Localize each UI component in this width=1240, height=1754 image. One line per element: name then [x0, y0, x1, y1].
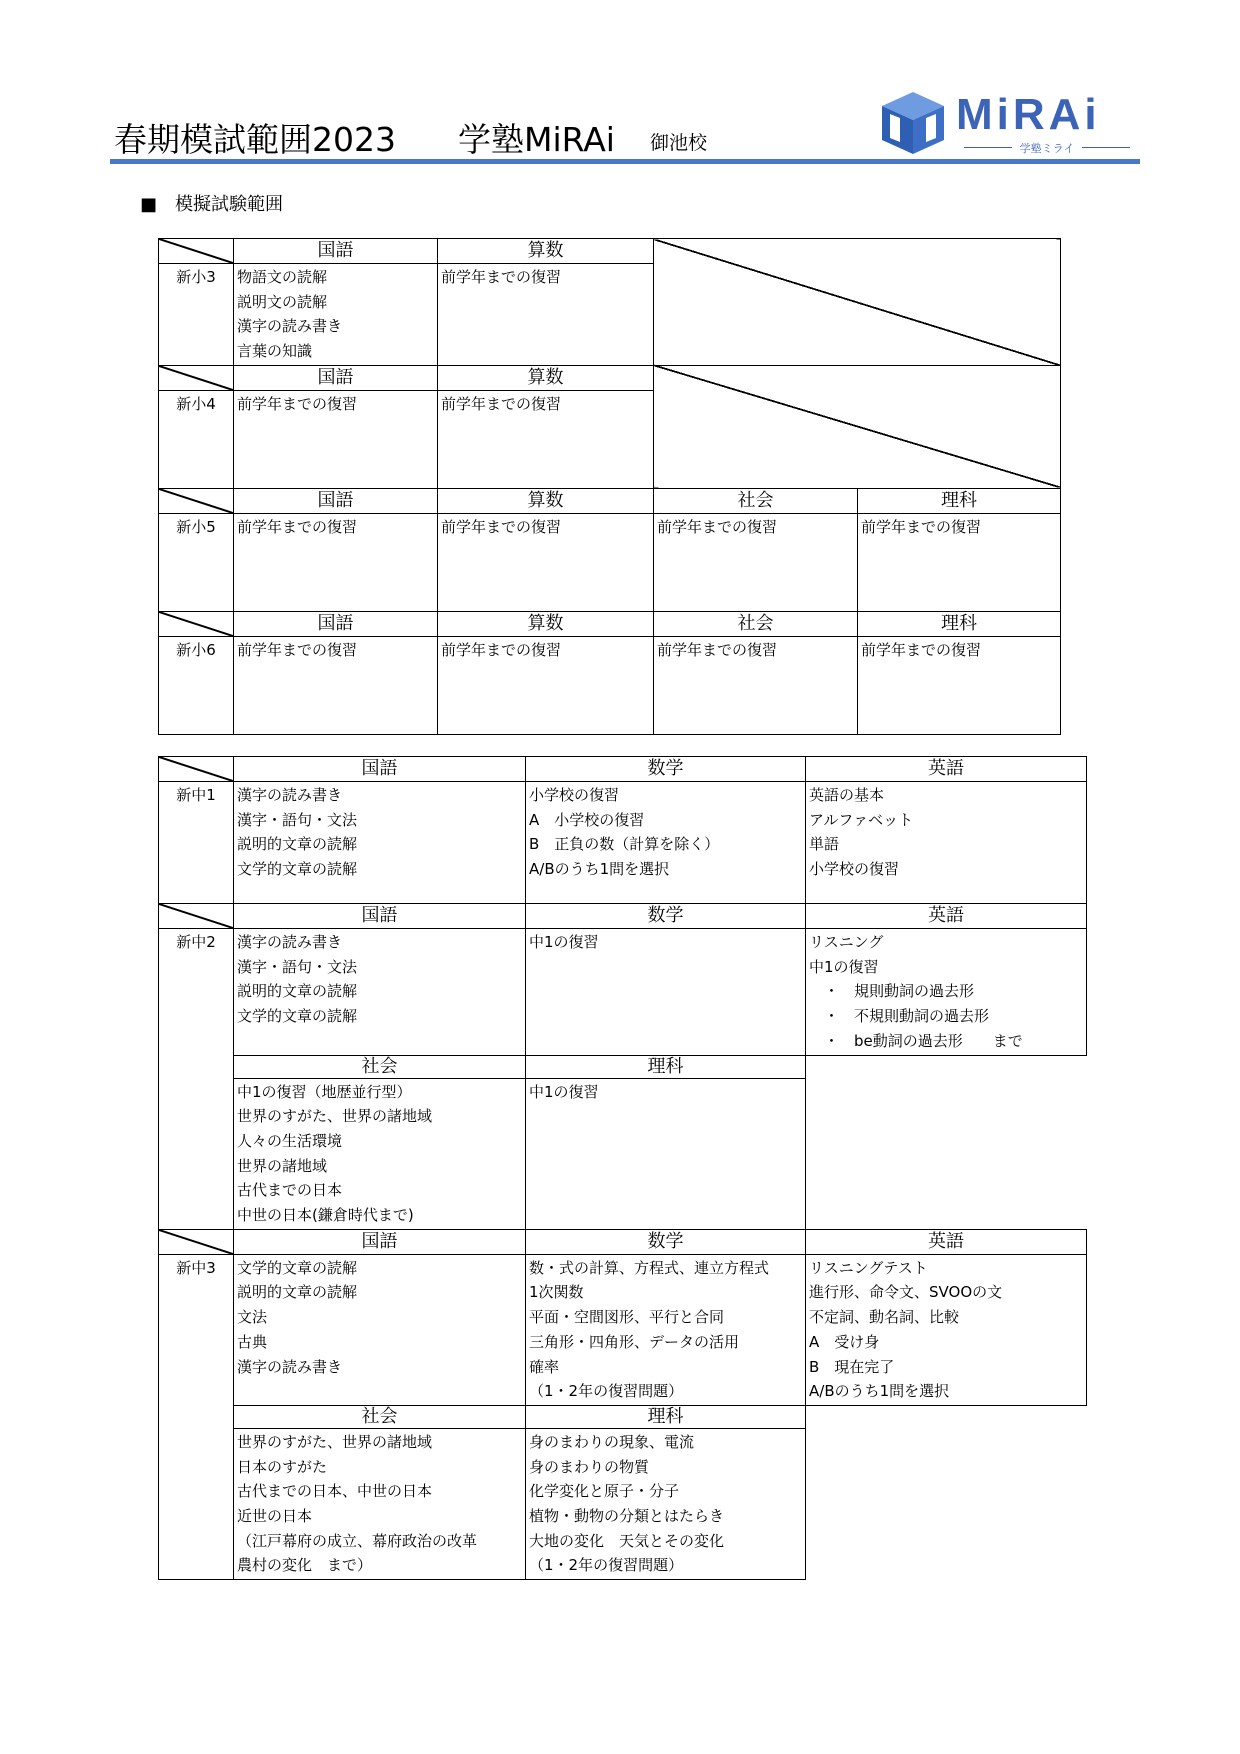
subject-header: 国語	[234, 239, 438, 264]
range-item: 単語	[809, 835, 840, 854]
grade-label: 新中2	[159, 929, 234, 1230]
range-item: 説明的文章の読解	[237, 1283, 358, 1302]
junior-range-table	[158, 756, 1087, 1580]
range-cell	[806, 782, 1087, 904]
range-item: 世界のすがた、世界の諸地域	[237, 1432, 433, 1451]
range-item: B 正負の数（計算を除く）	[529, 835, 720, 854]
range-item: 説明文の読解	[237, 292, 328, 311]
range-item: 中1の復習（地歴並行型）	[237, 1082, 412, 1101]
range-cell	[234, 1078, 526, 1229]
page-title: 春期模試範囲2023	[114, 120, 396, 159]
range-item: 前学年までの復習	[237, 394, 358, 413]
range-item: 言葉の知識	[237, 342, 313, 361]
grade-label: 新小3	[159, 264, 234, 366]
range-item: 世界の諸地域	[237, 1156, 328, 1175]
range-item: 文学的文章の読解	[237, 860, 358, 879]
range-item: 近世の日本	[237, 1507, 313, 1526]
range-cell	[438, 513, 654, 611]
corner-slash	[159, 757, 234, 782]
range-item: （1・2年の復習問題）	[529, 1382, 684, 1401]
range-cell	[438, 264, 654, 366]
range-cell	[234, 1254, 526, 1405]
mirai-logo	[880, 88, 1130, 160]
range-item: 漢字・語句・文法	[237, 810, 358, 829]
range-item: ・ 規則動詞の過去形	[809, 982, 975, 1001]
range-item: 英語の基本	[809, 786, 885, 804]
range-item: 中世の日本(鎌倉時代まで)	[237, 1206, 414, 1225]
range-cell	[526, 1254, 806, 1405]
grade-label: 新小4	[159, 390, 234, 488]
grade-label: 新中3	[159, 1254, 234, 1579]
range-item: アルファベット	[809, 810, 914, 829]
range-item: 前学年までの復習	[441, 517, 562, 536]
range-cell	[526, 929, 806, 1056]
range-cell	[526, 1428, 806, 1579]
range-item: リスニングテスト	[809, 1258, 928, 1277]
range-item: B 現在完了	[809, 1357, 895, 1376]
range-item: 前学年までの復習	[657, 640, 778, 659]
range-item: 説明的文章の読解	[237, 835, 358, 854]
logo-subtitle: 学塾ミライ	[962, 140, 1132, 156]
range-item: 中1の復習	[809, 957, 879, 976]
range-cell	[234, 264, 438, 366]
range-item: 平面・空間図形、平行と合同	[529, 1308, 725, 1327]
range-item: 前学年までの復習	[441, 640, 562, 659]
range-item: 説明的文章の読解	[237, 982, 358, 1001]
range-item: 確率	[529, 1357, 560, 1376]
range-cell	[806, 1254, 1087, 1405]
corner-slash	[159, 365, 234, 390]
range-item: 1次関数	[529, 1283, 584, 1302]
range-cell	[234, 929, 526, 1056]
range-item: 不定詞、動名詞、比較	[809, 1308, 960, 1327]
range-cell	[234, 636, 438, 734]
range-item: リスニング	[809, 933, 884, 951]
subject-header: 国語	[234, 1229, 526, 1254]
range-item: 前学年までの復習	[441, 394, 562, 413]
corner-slash	[159, 904, 234, 929]
range-item: A/Bのうち1問を選択	[809, 1382, 950, 1401]
school-name: 学塾MiRAi	[458, 120, 615, 159]
corner-slash	[159, 1229, 234, 1254]
range-item: 大地の変化 天気とその変化	[529, 1531, 725, 1550]
range-item: ・ 不規則動詞の過去形	[809, 1007, 990, 1026]
range-item: 小学校の復習	[809, 860, 900, 879]
range-item: 化学変化と原子・分子	[529, 1482, 680, 1501]
subject-header: 英語	[806, 757, 1087, 782]
range-cell	[234, 782, 526, 904]
range-item: 身のまわりの現象、電流	[529, 1432, 695, 1451]
range-item: 前学年までの復習	[237, 517, 358, 536]
range-item: 古代までの日本	[237, 1181, 343, 1200]
subject-header: 英語	[806, 1229, 1087, 1254]
range-item: 人々の生活環境	[237, 1131, 343, 1150]
range-item: 前学年までの復習	[861, 517, 982, 536]
range-cell	[526, 1078, 806, 1229]
range-item: 前学年までの復習	[441, 268, 562, 286]
range-item: A/Bのうち1問を選択	[529, 860, 670, 879]
subject-header: 数学	[526, 757, 806, 782]
range-cell	[858, 513, 1061, 611]
subject-header: 数学	[526, 1229, 806, 1254]
range-item: 漢字の読み書き	[237, 317, 343, 336]
subject-header: 国語	[234, 365, 438, 390]
range-item: 中1の復習	[529, 1082, 599, 1101]
range-item: 植物・動物の分類とはたらき	[529, 1507, 725, 1526]
subject-header: 社会	[234, 1055, 526, 1078]
range-item: 小学校の復習	[529, 786, 620, 804]
range-item: （1・2年の復習問題）	[529, 1556, 684, 1575]
range-item: 数・式の計算、方程式、連立方程式	[529, 1258, 770, 1277]
range-cell	[526, 782, 806, 904]
subject-header: 社会	[654, 488, 858, 513]
subject-header: 理科	[858, 488, 1061, 513]
grade-label: 新中1	[159, 782, 234, 904]
range-cell	[858, 636, 1061, 734]
cube-logo-icon	[880, 90, 946, 156]
range-item: 漢字・語句・文法	[237, 957, 358, 976]
range-cell	[438, 390, 654, 488]
range-item: 漢字の読み書き	[237, 1357, 343, 1376]
corner-slash	[159, 488, 234, 513]
range-item: 農村の変化 まで）	[237, 1556, 373, 1575]
subject-header: 理科	[526, 1055, 806, 1078]
range-item: 古代までの日本、中世の日本	[237, 1482, 433, 1501]
section-label: ■ 模擬試験範囲	[140, 194, 284, 215]
corner-slash	[159, 611, 234, 636]
logo-wordmark: MiRAi	[956, 90, 1101, 139]
subject-header: 理科	[526, 1405, 806, 1428]
elementary-range-table	[158, 238, 1061, 735]
range-cell	[234, 513, 438, 611]
range-item: 前学年までの復習	[861, 640, 982, 659]
range-item: 前学年までの復習	[237, 640, 358, 659]
range-item: 文学的文章の読解	[237, 1007, 358, 1026]
branch-name: 御池校	[650, 132, 708, 154]
grade-label: 新小5	[159, 513, 234, 611]
subject-header: 国語	[234, 757, 526, 782]
subject-header: 算数	[438, 611, 654, 636]
range-item: 三角形・四角形、データの活用	[529, 1332, 740, 1351]
range-item: A 受け身	[809, 1332, 880, 1351]
subject-header: 国語	[234, 488, 438, 513]
empty-cell	[654, 365, 1061, 488]
range-item: 文法	[237, 1308, 268, 1327]
range-cell	[234, 1428, 526, 1579]
blank-area	[806, 1055, 1087, 1229]
range-item: 古典	[237, 1332, 268, 1351]
range-item: 日本のすがた	[237, 1457, 328, 1476]
range-item: 前学年までの復習	[657, 517, 778, 536]
range-item: 漢字の読み書き	[237, 786, 343, 804]
range-cell	[654, 636, 858, 734]
range-item: 文学的文章の読解	[237, 1258, 358, 1277]
subject-header: 国語	[234, 904, 526, 929]
subject-header: 社会	[654, 611, 858, 636]
range-item: 漢字の読み書き	[237, 933, 343, 951]
subject-header: 算数	[438, 239, 654, 264]
grade-label: 新小6	[159, 636, 234, 734]
range-cell	[438, 636, 654, 734]
subject-header: 国語	[234, 611, 438, 636]
subject-header: 算数	[438, 488, 654, 513]
range-cell	[234, 390, 438, 488]
range-item: （江戸幕府の成立、幕府政治の改革	[237, 1531, 478, 1550]
range-item: 身のまわりの物質	[529, 1457, 650, 1476]
subject-header: 理科	[858, 611, 1061, 636]
subject-header: 算数	[438, 365, 654, 390]
subject-header: 社会	[234, 1405, 526, 1428]
range-item: 中1の復習	[529, 933, 599, 951]
blank-area	[806, 1405, 1087, 1579]
range-item: 物語文の読解	[237, 268, 328, 286]
subject-header: 英語	[806, 904, 1087, 929]
range-cell	[654, 513, 858, 611]
corner-slash	[159, 239, 234, 264]
range-item: 進行形、命令文、SVOOの文	[809, 1283, 1003, 1302]
range-item: A 小学校の復習	[529, 810, 645, 829]
range-item: 世界のすがた、世界の諸地域	[237, 1107, 433, 1126]
subject-header: 数学	[526, 904, 806, 929]
empty-cell	[654, 239, 1061, 366]
range-item: ・ be動詞の過去形 まで	[809, 1031, 1023, 1050]
range-cell	[806, 929, 1087, 1056]
